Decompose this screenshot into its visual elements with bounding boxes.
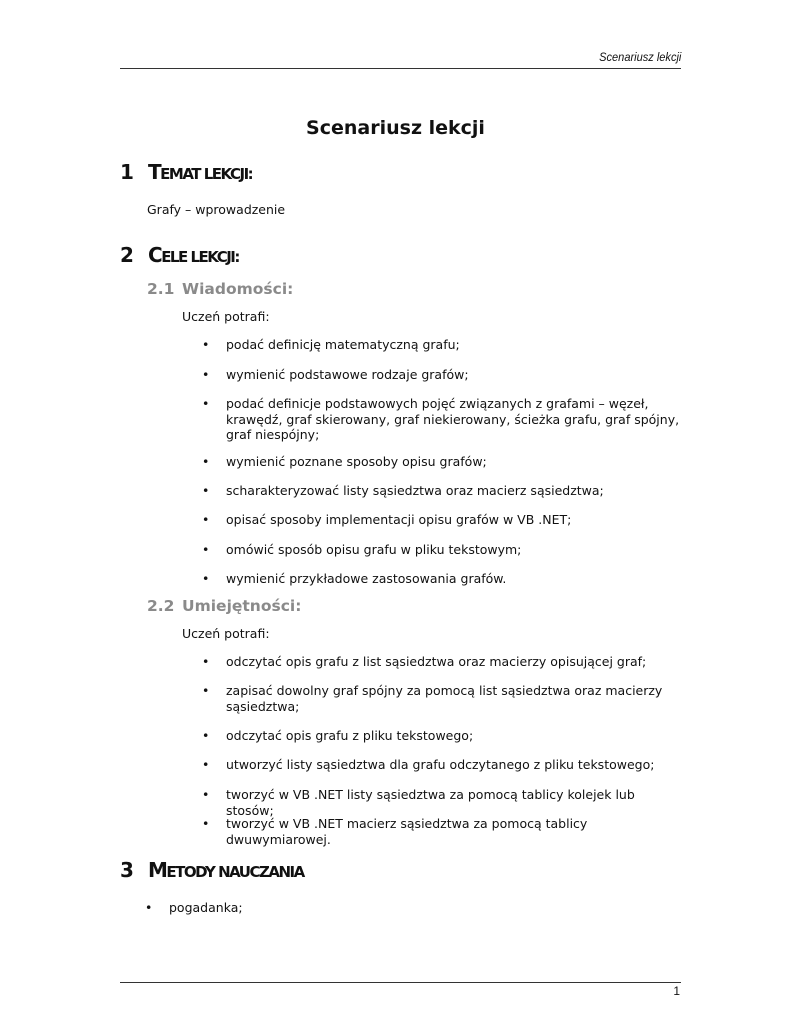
running-header: Scenariusz lekcji <box>598 50 681 64</box>
subsection-title: Umiejętności: <box>182 597 302 615</box>
list-item: • wymienić podstawowe rodzaje grafów; <box>226 367 686 383</box>
footer-rule <box>120 982 681 983</box>
list-item: • opisać sposoby implementacji opisu grafów w VB .NET; <box>226 512 686 528</box>
subsection-2-1-heading <box>147 280 293 298</box>
list-item: • odczytać opis grafu z list sąsiedztwa oraz macierzy opisującej graf; <box>226 654 686 670</box>
section-number: 1 <box>120 160 134 184</box>
subsection-2-2-heading <box>147 597 301 615</box>
list-item: • zapisać dowolny graf spójny za pomocą list sąsiedztwa oraz macierzy sąsiedztwa; <box>226 683 686 714</box>
header-rule <box>120 68 681 69</box>
list-item: • podać definicję matematyczną grafu; <box>226 337 686 353</box>
section-2-heading <box>120 243 239 267</box>
list-item: • scharakteryzować listy sąsiedztwa oraz macierz sąsiedztwa; <box>226 483 686 499</box>
section-title-rest: ETODY NAUCZANIA <box>166 863 304 881</box>
subsection-number: 2.1 <box>147 280 175 298</box>
list-item: • tworzyć w VB .NET listy sąsiedztwa za pomocą tablicy kolejek lub stosów; <box>226 787 686 818</box>
list-item: • omówić sposób opisu grafu w pliku tekstowym; <box>226 542 686 558</box>
section-title-rest: ELE LEKCJI: <box>161 248 239 266</box>
list-item: • odczytać opis grafu z pliku tekstowego; <box>226 728 686 744</box>
list-item: • tworzyć w VB .NET macierz sąsiedztwa za pomocą tablicy dwuwymiarowej. <box>226 816 686 847</box>
section-title-initial: C <box>148 243 162 267</box>
section-title-initial: T <box>148 160 161 184</box>
section-number: 3 <box>120 858 134 882</box>
list-item: • pogadanka; <box>169 900 629 916</box>
list-item: • utworzyć listy sąsiedztwa dla grafu odczytanego z pliku tekstowego; <box>226 757 686 773</box>
subsection-2-1-intro: Uczeń potrafi: <box>182 309 270 324</box>
list-item: • wymienić poznane sposoby opisu grafów; <box>226 454 686 470</box>
document-title: Scenariusz lekcji <box>306 117 485 139</box>
subsection-2-2-intro: Uczeń potrafi: <box>182 626 270 641</box>
section-number: 2 <box>120 243 134 267</box>
section-title-rest: EMAT LEKCJI: <box>160 165 253 183</box>
subsection-title: Wiadomości: <box>182 280 294 298</box>
subsection-number: 2.2 <box>147 597 175 615</box>
section-1-heading <box>120 160 252 184</box>
page-number: 1 <box>673 984 680 998</box>
section-3-heading <box>120 858 304 882</box>
section-title-initial: M <box>148 858 167 882</box>
section-1-text: Grafy – wprowadzenie <box>147 202 286 217</box>
list-item: • podać definicje podstawowych pojęć związanych z grafami – węzeł, krawędź, graf skierowany, graf niekierowany, ścieżka grafu, graf spójny, graf niespójny; <box>226 396 686 443</box>
list-item: • wymienić przykładowe zastosowania grafów. <box>226 571 686 587</box>
